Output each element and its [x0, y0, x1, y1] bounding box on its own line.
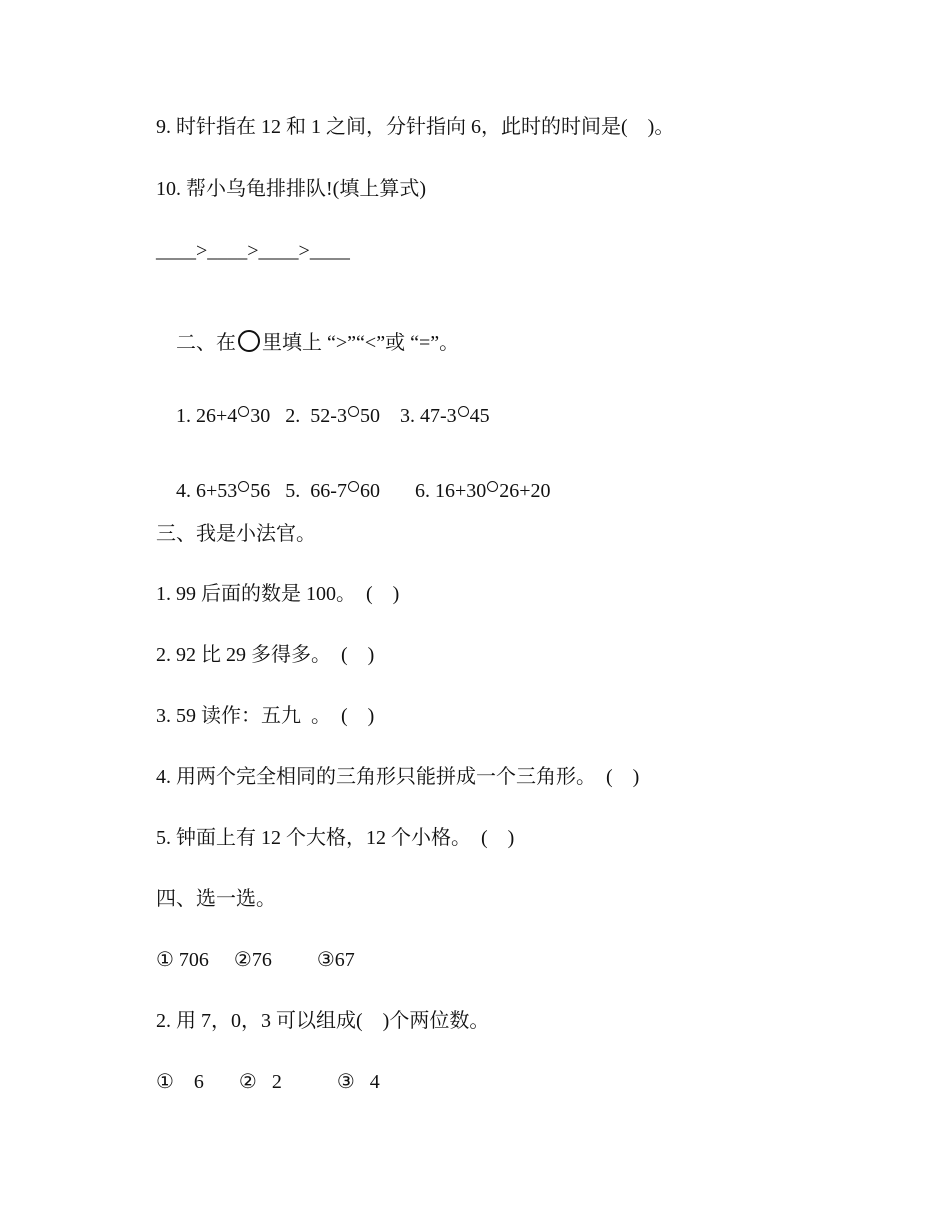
compare-circle-icon — [238, 481, 249, 492]
section-4-heading: 四、选一选。 — [156, 888, 276, 910]
compare-item-6-right: 26+20 — [499, 480, 551, 502]
compare-circle-icon — [458, 406, 469, 417]
circle-icon — [238, 330, 260, 352]
judge-item-3: 3. 59 读作：五九 。 ( ) — [156, 705, 375, 727]
judge-item-4: 4. 用两个完全相同的三角形只能拼成一个三角形。 ( ) — [156, 766, 640, 788]
section-2-heading-end: 里填上 “>”“<”或 “=”。 — [262, 332, 460, 354]
compare-item-1-right: 30 — [250, 405, 286, 427]
compare-item-5-right: 60 — [359, 480, 415, 502]
compare-circle-icon — [348, 481, 359, 492]
section-2-row-1 — [156, 380, 490, 452]
section-2-heading — [156, 306, 459, 379]
compare-item-2-left: 2. 52-3 — [285, 405, 347, 427]
question-10: 10. 帮小乌龟排排队!(填上算式) — [156, 178, 426, 200]
judge-item-5: 5. 钟面上有 12 个大格，12 个小格。 ( ) — [156, 827, 515, 849]
compare-item-5-left: 5. 66-7 — [285, 480, 347, 502]
choice-options-1: ① 706 ②76 ③67 — [156, 949, 355, 971]
question-2: 2. 用 7，0，3 可以组成( )个两位数。 — [156, 1010, 490, 1032]
judge-item-1: 1. 99 后面的数是 100。 ( ) — [156, 583, 400, 605]
judge-item-2: 2. 92 比 29 多得多。 ( ) — [156, 644, 375, 666]
compare-item-3-right: 45 — [469, 405, 490, 427]
compare-item-1-left: 1. 26+4 — [176, 405, 238, 427]
compare-item-4-right: 56 — [250, 480, 286, 502]
compare-circle-icon — [348, 406, 359, 417]
section-2-heading-start: 二、在 — [176, 332, 236, 354]
compare-item-3-left: 3. 47-3 — [399, 405, 457, 427]
question-10-blanks: ____>____>____>____ — [156, 240, 350, 262]
section-3-heading: 三、我是小法官。 — [156, 523, 316, 545]
question-9: 9. 时针指在 12 和 1 之间，分针指向 6，此时的时间是( )。 — [156, 116, 675, 138]
compare-item-2-right: 50 — [359, 405, 400, 427]
choice-options-2: ① 6 ② 2 ③ 4 — [156, 1071, 380, 1093]
section-2-row-2 — [156, 455, 551, 527]
compare-circle-icon — [238, 406, 249, 417]
compare-item-6-left: 6. 16+30 — [414, 480, 487, 502]
compare-circle-icon — [487, 481, 498, 492]
compare-item-4-left: 4. 6+53 — [176, 480, 238, 502]
